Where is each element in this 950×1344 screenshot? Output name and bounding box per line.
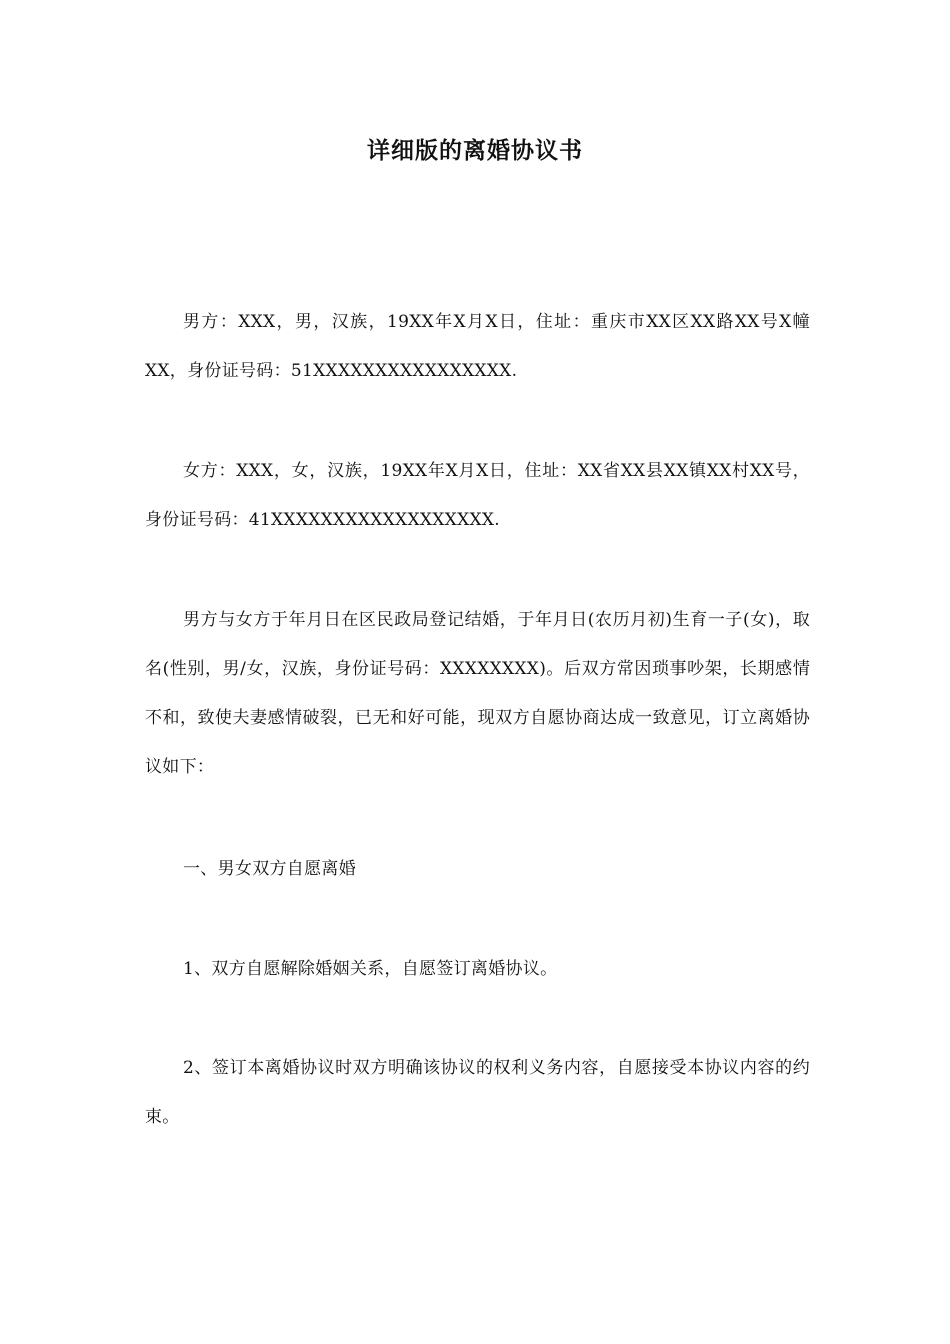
section-heading-1: 一、男女双方自愿离婚	[183, 859, 356, 879]
paragraph-male-party: 男方：XXX，男，汉族，19XX年X月X日，住址：重庆市XX区XX路XX号X幢XX，身份证号码：51XXXXXXXXXXXXXXXX.	[145, 312, 810, 381]
clause-2: 2、签订本离婚协议时双方明确该协议的权利义务内容，自愿接受本协议内容的约束。	[145, 1058, 810, 1127]
clause-1: 1、双方自愿解除婚姻关系，自愿签订离婚协议。	[183, 959, 558, 979]
document-title: 详细版的离婚协议书	[367, 138, 583, 164]
paragraph-female-party: 女方：XXX，女，汉族，19XX年X月X日，住址：XX省XX县XX镇XX村XX号，身份证号码：41XXXXXXXXXXXXXXXXXX.	[145, 461, 810, 530]
paragraph-background: 男方与女方于年月日在区民政局登记结婚，于年月日(农历月初)生育一子(女)，取名(性别，男/女，汉族，身份证号码：XXXXXXXX)。后双方常因琐事吵架，长期感情不和，致使夫妻感情破裂，已无和好可能，现双方自愿协商达成一致意见，订立离婚协议如下：	[145, 610, 810, 777]
